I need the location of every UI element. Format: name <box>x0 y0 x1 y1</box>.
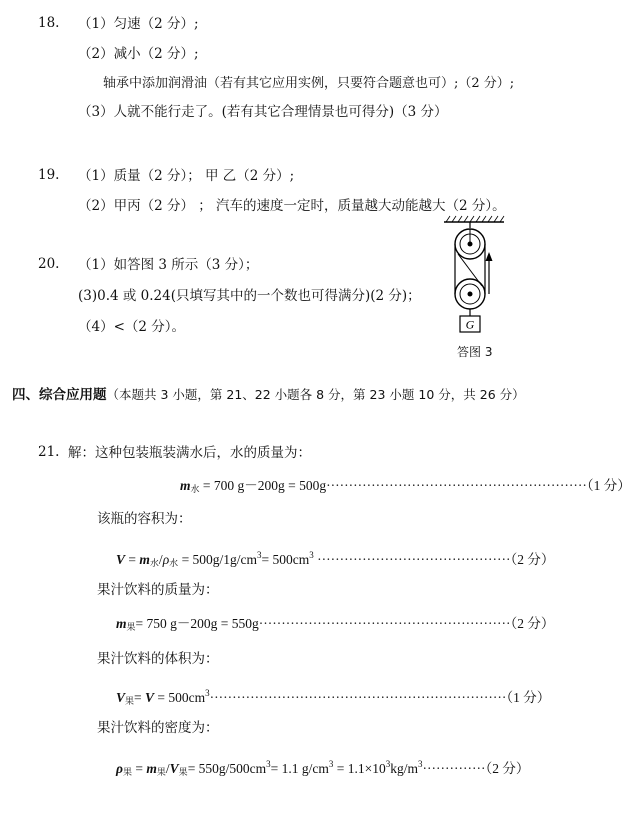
q21-number: 21. <box>38 444 60 460</box>
q21-formula-1: $m_水 = 700$ g－200g = 500g··························································（1 分） <box>180 478 631 494</box>
weight-label: G <box>465 317 475 332</box>
q21-text-4: 果汁饮料的体积为： <box>97 651 219 667</box>
q19-part2: （2）甲丙（2 分） ； 汽车的速度一定时，质量越大动能越大（2 分）。 <box>78 198 506 214</box>
q20-part3: (3)0.4 或 0.24(只填写其中的一个数也可得满分)(2 分)； <box>78 288 421 304</box>
q21-text-5: 果汁饮料的密度为： <box>97 720 219 736</box>
q21-formula-4: $V_果= V = 500cm^3\cdot\cdot\cdot\cdot\cdot\cdot\cdot\cdot\cdot\cdot\cdot\cdot\cdot\cdot\cdot\cdot\cdot\cdot\cdot\cdot\cdot\cdot\cdot\cdot\cdot\cdot\cdot\cdot\cdot\cdot\cdot\cdot\cdot\cdot\cdot\cdot\cdot\cdot\cdot\cdot\cdot\cdot\cdot\cdot\cdot\cdot\cdot\cdot\cdot\cdot\cdot\cdot\cdot\cdot\cdot\cdot\cdot\cdot\cdot\cdot\cdot\cdot\cdot\cdot\cdot\cdot(1$ 分） <box>116 688 551 706</box>
q21-text-2: 该瓶的容积为： <box>97 511 192 527</box>
q18-part1: （1）匀速（2 分）; <box>78 16 199 32</box>
q18-part3: （3）人就不能行走了。(若有其它合理情景也可得分)（3 分） <box>78 104 448 120</box>
q20-number: 20. <box>38 256 60 272</box>
section-4-title: 四、综合应用题 <box>12 387 107 403</box>
section-4-heading <box>12 386 525 404</box>
q21-formula-2: $V = m_水/\rho_水 = 500g/1g/cm^3= 500cm^3 \cdot\cdot\cdot\cdot\cdot\cdot\cdot\cdot\cdot\cdot\cdot\cdot\cdot\cdot\cdot\cdot\cdot\cdot\cdot\cdot\cdot\cdot\cdot\cdot\cdot\cdot\cdot\cdot\cdot\cdot\cdot\cdot\cdot\cdot\cdot\cdot\cdot\cdot\cdot\cdot\cdot\cdot\cdot(2$ 分） <box>116 550 555 568</box>
q19-part1: （1）质量（2 分）； 甲 乙（2 分）; <box>78 168 295 184</box>
q20-part1: （1）如答图 3 所示（3 分）； <box>78 257 259 273</box>
figure-caption: 答图 3 <box>457 345 493 359</box>
q20-part4: （4）<（2 分）。 <box>78 319 186 335</box>
pulley-figure <box>438 214 508 359</box>
q19-number: 19. <box>38 167 60 183</box>
section-4-note: （本题共 3 小题，第 21、22 小题各 8 分，第 23 小题 10 分，共 26 分） <box>106 387 525 402</box>
q21-formula-3: $m_果= 750$ g－200g = 550g························································（2 分） <box>116 616 555 632</box>
q21-formula-5: $\rho_果 = m_果/V_果= 550g/500cm^3= 1.1$ $g/cm^3 = 1.1\times 10^3kg/m^3\cdot\cdot\cdot\cdot\cdot\cdot\cdot\cdot\cdot\cdot\cdot\cdot\cdot\cdot(2$ 分） <box>116 759 530 777</box>
q18-part2-detail: 轴承中添加润滑油（若有其它应用实例，只要符合题意也可）;（2 分）; <box>103 76 515 91</box>
q21-intro: 解：这种包装瓶装满水后，水的质量为： <box>68 445 311 461</box>
q21-text-3: 果汁饮料的质量为： <box>97 582 219 598</box>
q18-part2: （2）减小（2 分）; <box>78 46 199 62</box>
q18-number: 18. <box>38 15 60 31</box>
